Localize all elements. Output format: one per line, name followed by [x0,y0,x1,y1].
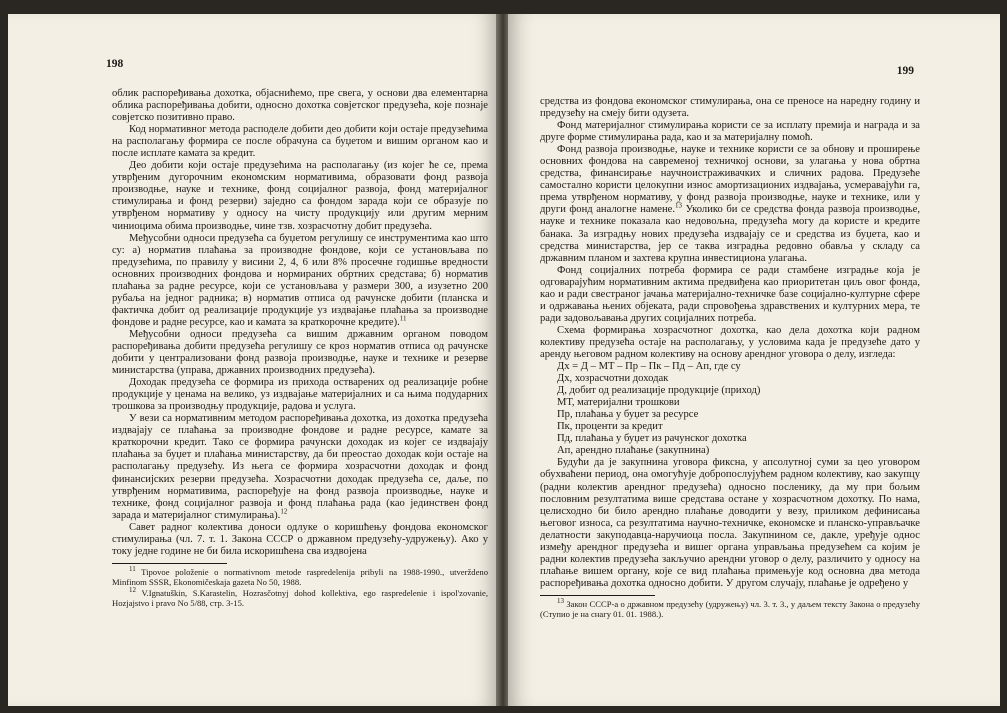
formula-legend-line: Д, добит од реализације продукције (приход) [557,385,761,397]
footnote-number: 11 [129,564,136,573]
left-page-body [112,88,488,608]
paragraph-text: У вези са нормативним методом распоређивања дохотка, из дохотка предузећа издвајају се плаћања за производне фондове и радне ресурсе, камате за краткорочни кредит. Тако се формира рачунски доходак из којег се издвајају плаћања за буџет и плаћања министарству, да би преостао доходак који остаје на располагању предузећу. Из њега се формира хозрасчотни доходак и фонд финансијских резерви предузећа. Хозрасчотни доходак предузећа се, даље, по утврђеним нормативима, распоређује на фонд развоја производње, науке и технике, фонд социјалног развоја и фонд плаћања рада (као јединствен фонд зарада и материјалног стимулирања). [112,413,488,521]
formula-legend-line: Пк, проценти за кредит [557,421,663,433]
paragraph-text: Међусобни односи предузећа са буџетом регулишу се инструментима као што су: а) норматив плаћања за производне фондове, који се установљава по предузећима, по правилу у висини 2, 4, 6 или 8% просечне годишње вредности основних производних фондова и нормираних обртних средстава; б) норматив плаћања за радне ресурсе, који се установљава у размери 300, а изузетно 200 рубаља на једног радника; в) норматив отписа од рачунске добити (планска и фактичка добит од реализације продукције уз издвајање плаћања за производне фондове и радне ресурсе, као и камата за краткорочне кредите). [112,232,488,328]
page-number: 198 [106,58,124,70]
paragraph-text: Савет радног колектива доноси одлуке о коришћењу фондова економског стимулирања (чл. 7. т. 1. Закона СССР о државном предузећу-удружењу). Ако у току једне године не би била искоришћена сва издвојена [112,521,488,557]
footnote-text: Закон СССР-а о државном предузећу (удружењу) чл. 3. т. 3., у даљем тексту Закона о предузећу (Ступио је на снагу 01. 01. 1988.). [540,598,920,620]
paragraph [112,88,488,124]
paragraph-text: Схема формирања хозрасчотног дохотка, као дела дохотка који радном колективу предузећа остаје на располагању, у условима када је предузеће дато у аренду његовом радном колективу на основу арендног уговора о делу, изгледа: [540,324,920,360]
footnote-marker: 13 [675,201,683,210]
paragraph-text-continued: Уколико би се средства фонда развоја производње, науке и технике показала као недовољна, предузећа могу да користе и кредите банака. За изградњу нових предузећа издвајају се и средства из буџета, као и средства министарства, јер се таква изградња редовно обавља у складу са државним планом и захтева крупна инвестициона улагања. [540,204,920,264]
paragraph-text: Будући да је закупнина уговора фиксна, у апсолутној суми за цео уговором обухваћени период, она омогућује добропослујућем радном колективу, као закупцу (радни колектив арендног предузећа) односно посленику, да му при бољим пословним резултатима више средстава остане у хозрасчотном дохотку. По нама, целисходно би било арендно плаћање доводити у везу, приликом дефинисања његовог износа, са резултатима научно-техничке, економске и планско-управљачке делатности закуподавца-наручиоца посла. Закупнином се, дакле, уређује однос између арендног предузећа и вишег органа управљања предузећем са којим је радни колектив предузећа закључио арендни уговор о делу, различито у односу на плаћање вишем органу, које се вид плаћања примењује код основна два метода распоређивања дохотка односно добити. У другом случају, плаћање је одређено у [540,457,920,589]
paragraph-text: Доходак предузећа се формира из прихода остварених од реализације робне продукције у ценама на велико, уз издвајање материјалних и са њима подударних трошкова за производњу продукције, радова и услуга. [112,377,488,413]
right-paragraphs-after [540,457,920,590]
paragraph [112,160,488,232]
paragraph [540,96,920,120]
left-paragraphs [112,88,488,558]
paragraph [112,377,488,413]
paragraph-text: Код нормативног метода расподеле добити део добити који остаје предузећима на располагању формира се после обрачуна са буџетом и вишим органом као и после исплате камата за кредит. [112,124,488,160]
formula-legend-line: Ап, арендно плаћање (закупнина) [557,445,710,457]
footnote-rule [540,595,655,596]
footnote-number: 13 [557,597,564,606]
paragraph [112,124,488,160]
paragraph-text: Међусобни односи предузећа са вишим државним органом поводом распоређивања добити предузећа регулишу се кроз норматив отписа од рачунске добити у централизовани фонд развоја производње, науке и технике и резерве министарства (управа, државних производних предузећа). [112,328,488,377]
paragraph-text: средства из фондова економског стимулирања, она се преносе на наредну годину и предузећу на смеју бити одузета. [540,96,920,120]
paragraph [540,144,920,264]
footnote [112,564,488,588]
paragraph-text: Део добити који остаје предузећима на располагању (из којег ће се, према утврђеним дугорочним економским нормативима, образовати фонд развоја производње, науке и технике, фонд социјалног развоја, фонд материјалног стимулирања и фонд резерви) заједно са фондом зарада који се образује по утврђеном нормативу у односу на чисту продукцију или другим мерним чиниоцима обима производње, чине тзв. хозрасчотну добит предузећа. [112,160,488,232]
footnote-text: Tipovoe položenie o normativnom metode raspredelenija pribyli na 1988-1990., utverždeno Minfinom SSSR, Ekonomičeskaja gazeta No 50, 1988. [112,566,488,588]
footnote-text: V.Ignatuškin, S.Karastelin, Hozrasčotnyj dohod kollektiva, ego raspredelenie i ispol'zovanie, Hozjajstvo i pravo No 5/88, стр. 3-15. [112,587,488,609]
paragraph [112,522,488,558]
left-footnotes [112,564,488,609]
right-footnotes [540,599,920,620]
paragraph [540,265,920,325]
right-paragraphs [540,96,920,361]
page-number: 199 [896,65,914,77]
formula-legend-line: МТ, материјални трошкови [557,397,680,409]
paragraph-text: Фонд материјалног стимулирања користи се за исплату премија и награда и за друге форме стимулирања рада, као и за материјалну помоћ. [540,120,920,144]
paragraph [540,120,920,144]
footnote [540,599,920,620]
formula-legend-line: Пд, плаћања у буџет из рачунског дохотка [557,433,747,445]
formula-block [540,361,920,457]
formula-legend-line: Дх, хозрасчотни доходак [557,373,669,385]
formula-legend-line: Пр, плаћања у буџет за ресурсе [557,409,699,421]
paragraph-text: Фонд социјалних потреба формира се ради стамбене изградње која је одговарајућим нормативним актима предвиђена као приоритетан циљ овог фонда, као и ради свестраног јачања материјално-техничке базе социјално-културне сфере и одржавања њених објеката, ради спровођења здравствених и културних мера, те ради задовољавања других социјалних потреба. [540,264,920,324]
right-page [508,14,1000,706]
paragraph [540,457,920,590]
paragraph [112,329,488,377]
footnote-number: 12 [129,585,136,594]
paragraph-text: облик распоређивања дохотка, објаснићемо, пре свега, у основи два елементарна облика распоређивања добити, односно дохотка совјетског предузећа, које познаје совјетско позитивно право. [112,88,488,124]
footnote [112,585,488,609]
formula-equation: Дх = Д – МТ – Пр – Пк – Пд – Ап, где су [557,361,741,373]
footnote-rule [112,563,227,564]
paragraph [112,413,488,521]
paragraph [112,233,488,329]
left-page [8,14,498,706]
paragraph [540,325,920,361]
footnote-marker: 12 [280,507,288,516]
footnote-marker: 11 [399,314,407,323]
paragraph-text: Фонд развоја производње, науке и технике користи се за обнову и проширење основних фондова на савременој техничкој основи, за улагања у нова обртна средства, финансирање научноистраживачких и сличних радова. Предузеће самостално користи целокупни износ амортизационих издвајања, усмеравајући га, према утврђеном нормативу, у фонд развоја производње, науке и технике, или у други фонд аналогне намене. [540,144,920,216]
right-page-body [540,96,920,620]
